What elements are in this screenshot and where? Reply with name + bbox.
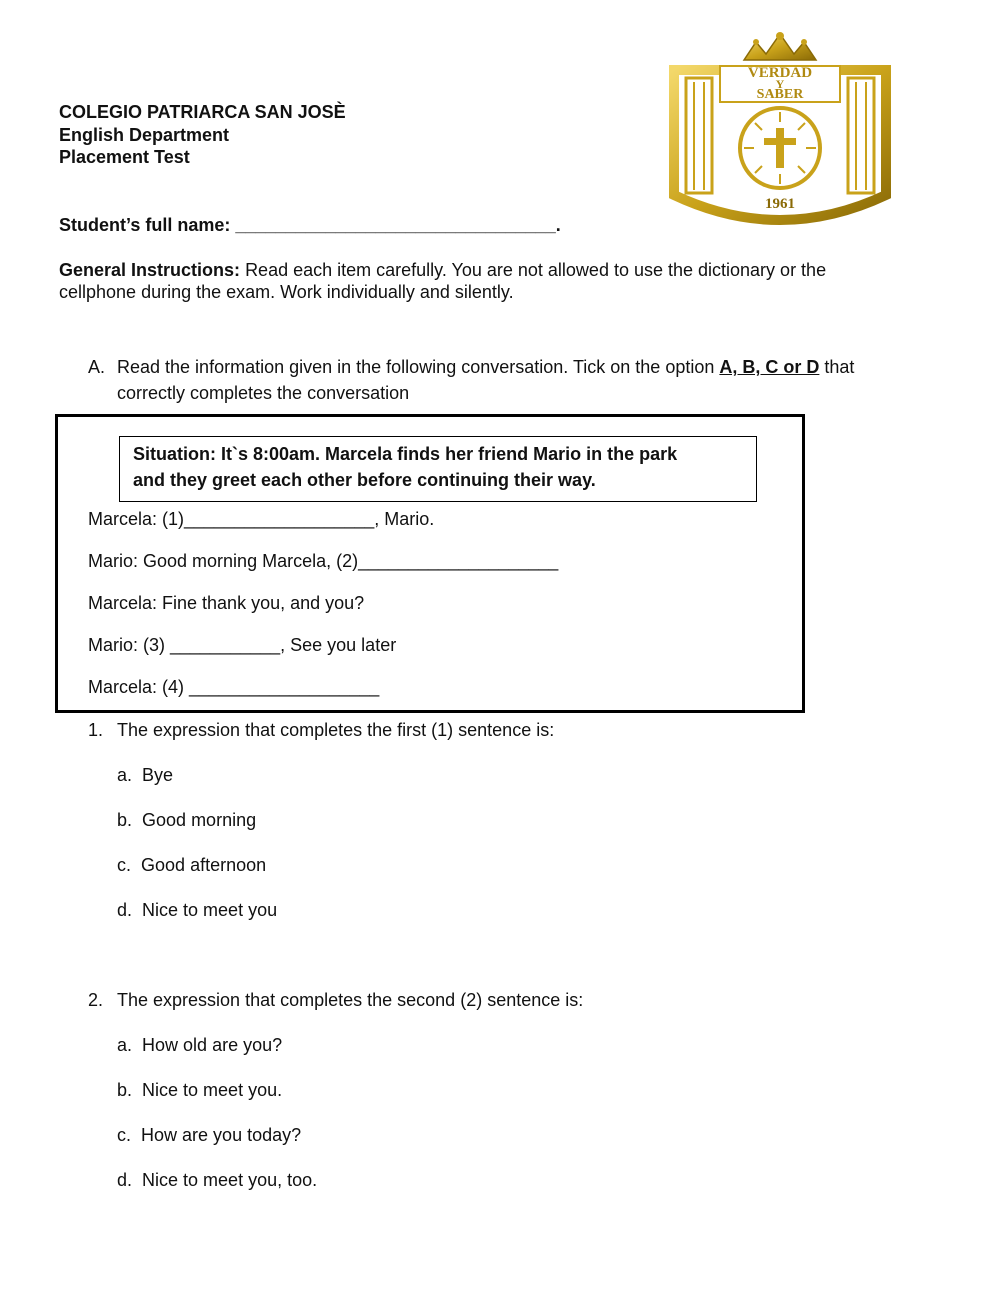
question-2-text: The expression that completes the second (2) sentence is:	[117, 990, 584, 1010]
question-1-option-b[interactable]: b. Good morning	[117, 810, 257, 830]
instructions-text-line2: cellphone during the exam. Work individually and silently.	[59, 282, 514, 302]
dialogue-line-2: Mario: Good morning Marcela, (2)____________________	[88, 551, 559, 571]
svg-text:Y: Y	[775, 77, 785, 91]
section-a-marker: A.	[88, 357, 106, 377]
question-2-option-d[interactable]: d. Nice to meet you, too.	[117, 1170, 318, 1190]
svg-text:SABER: SABER	[756, 87, 804, 102]
section-a-text-line2: correctly completes the conversation	[117, 383, 410, 403]
instructions-label: General Instructions:	[59, 260, 241, 280]
question-2-number: 2.	[88, 990, 104, 1010]
question-1-number: 1.	[88, 720, 104, 740]
school-seal-logo	[664, 30, 896, 238]
question-2-option-b[interactable]: b. Nice to meet you.	[117, 1080, 283, 1100]
section-a-text-after: that	[824, 357, 855, 377]
crown-icon	[744, 32, 816, 60]
section-a-options-key: A, B, C or D	[719, 357, 820, 377]
question-1-option-a[interactable]: a. Bye	[117, 765, 174, 785]
department-name: English Department	[59, 125, 230, 145]
question-1-option-c[interactable]: c. Good afternoon	[117, 855, 267, 875]
section-a-instructions	[117, 357, 854, 378]
situation-line-2: and they greet each other before continuing their way.	[133, 470, 596, 490]
student-name-blank[interactable]: ________________________________.	[235, 215, 561, 235]
dialogue-line-4: Mario: (3) ___________, See you later	[88, 635, 397, 655]
situation-line-1: Situation: It`s 8:00am. Marcela finds her friend Mario in the park	[133, 444, 678, 464]
svg-text:VERDAD: VERDAD	[747, 65, 813, 81]
cross-icon	[764, 128, 796, 168]
question-1-option-d[interactable]: d. Nice to meet you	[117, 900, 278, 920]
instructions-text: Read each item carefully. You are not allowed to use the dictionary or the	[245, 260, 827, 280]
student-name-label: Student’s full name:	[59, 215, 231, 235]
dialogue-line-3: Marcela: Fine thank you, and you?	[88, 593, 365, 613]
question-2-option-c[interactable]: c. How are you today?	[117, 1125, 302, 1145]
student-name-field[interactable]	[59, 215, 561, 236]
test-title: Placement Test	[59, 147, 190, 167]
question-1-text: The expression that completes the first (1) sentence is:	[117, 720, 555, 740]
svg-text:1961: 1961	[765, 196, 795, 212]
section-a-text: Read the information given in the following conversation. Tick on the option	[117, 357, 715, 377]
dialogue-line-5: Marcela: (4) ___________________	[88, 677, 380, 697]
general-instructions	[59, 259, 958, 282]
question-2-option-a[interactable]: a. How old are you?	[117, 1035, 283, 1055]
dialogue-line-1: Marcela: (1)___________________, Mario.	[88, 509, 435, 529]
school-name: COLEGIO PATRIARCA SAN JOSÈ	[59, 102, 346, 122]
